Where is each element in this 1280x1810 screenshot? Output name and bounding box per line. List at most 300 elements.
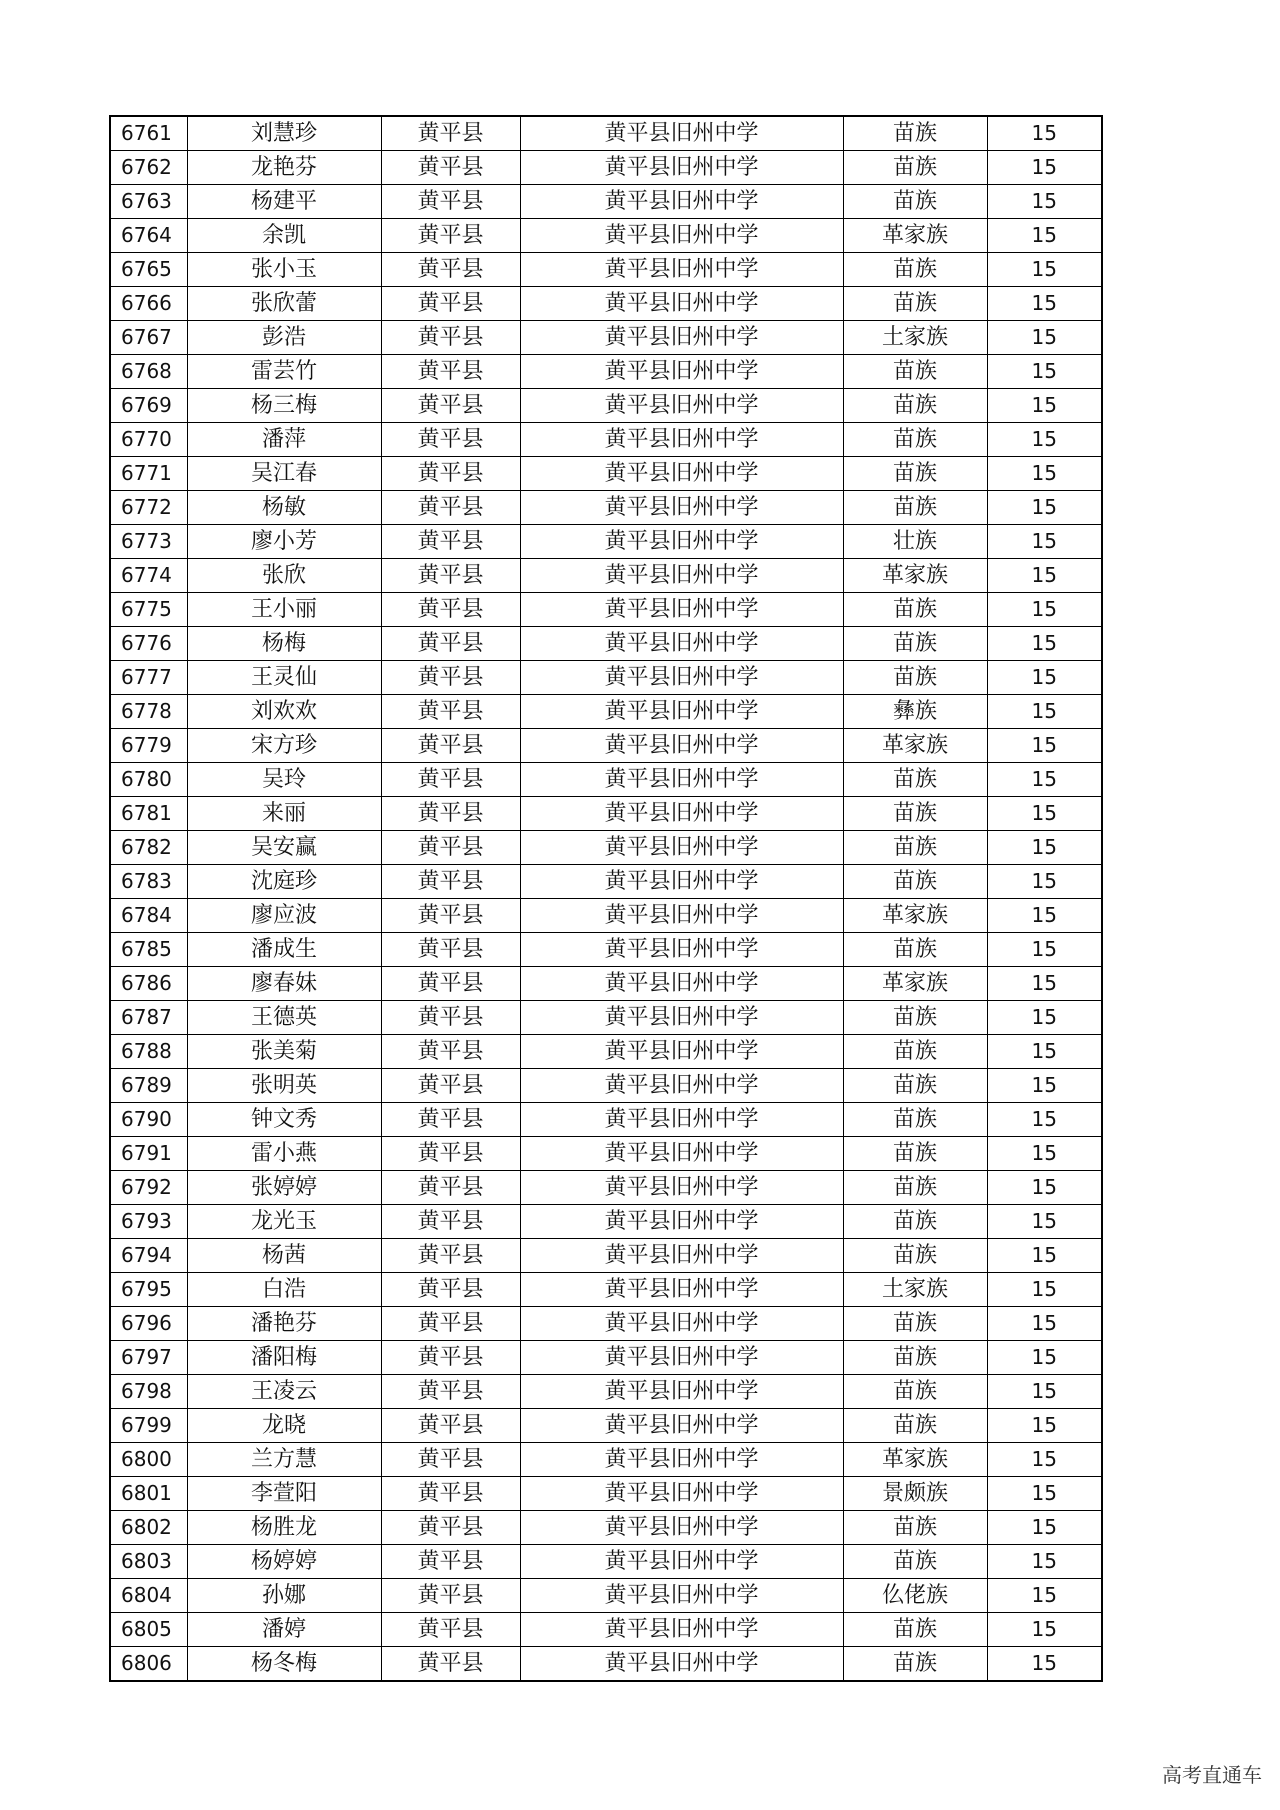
score-cell: 15 bbox=[987, 933, 1102, 967]
score-cell: 15 bbox=[987, 627, 1102, 661]
table-row bbox=[110, 1239, 1102, 1273]
county-cell: 黄平县 bbox=[381, 1069, 520, 1103]
table-row bbox=[110, 219, 1102, 253]
score-cell: 15 bbox=[987, 1103, 1102, 1137]
score-cell: 15 bbox=[987, 1545, 1102, 1579]
county-cell: 黄平县 bbox=[381, 933, 520, 967]
table-row bbox=[110, 253, 1102, 287]
school-cell: 黄平县旧州中学 bbox=[520, 1239, 843, 1273]
county-cell: 黄平县 bbox=[381, 1477, 520, 1511]
table-row bbox=[110, 899, 1102, 933]
student-name-cell: 潘成生 bbox=[187, 933, 381, 967]
table-row bbox=[110, 287, 1102, 321]
row-number-cell: 6800 bbox=[110, 1443, 187, 1477]
student-name-cell: 彭浩 bbox=[187, 321, 381, 355]
county-cell: 黄平县 bbox=[381, 525, 520, 559]
student-name-cell: 孙娜 bbox=[187, 1579, 381, 1613]
ethnicity-cell: 苗族 bbox=[843, 1511, 987, 1545]
row-number-cell: 6784 bbox=[110, 899, 187, 933]
ethnicity-cell: 苗族 bbox=[843, 1035, 987, 1069]
row-number-cell: 6781 bbox=[110, 797, 187, 831]
student-name-cell: 杨敏 bbox=[187, 491, 381, 525]
table-row bbox=[110, 321, 1102, 355]
table-row bbox=[110, 1545, 1102, 1579]
ethnicity-cell: 苗族 bbox=[843, 389, 987, 423]
school-cell: 黄平县旧州中学 bbox=[520, 185, 843, 219]
table-row bbox=[110, 559, 1102, 593]
score-cell: 15 bbox=[987, 321, 1102, 355]
student-name-cell: 宋方珍 bbox=[187, 729, 381, 763]
county-cell: 黄平县 bbox=[381, 1035, 520, 1069]
county-cell: 黄平县 bbox=[381, 1307, 520, 1341]
county-cell: 黄平县 bbox=[381, 1409, 520, 1443]
ethnicity-cell: 彝族 bbox=[843, 695, 987, 729]
row-number-cell: 6802 bbox=[110, 1511, 187, 1545]
student-name-cell: 吴江春 bbox=[187, 457, 381, 491]
row-number-cell: 6775 bbox=[110, 593, 187, 627]
county-cell: 黄平县 bbox=[381, 1511, 520, 1545]
school-cell: 黄平县旧州中学 bbox=[520, 1511, 843, 1545]
row-number-cell: 6799 bbox=[110, 1409, 187, 1443]
school-cell: 黄平县旧州中学 bbox=[520, 797, 843, 831]
score-cell: 15 bbox=[987, 355, 1102, 389]
score-cell: 15 bbox=[987, 695, 1102, 729]
row-number-cell: 6797 bbox=[110, 1341, 187, 1375]
row-number-cell: 6782 bbox=[110, 831, 187, 865]
ethnicity-cell: 苗族 bbox=[843, 423, 987, 457]
student-name-cell: 王小丽 bbox=[187, 593, 381, 627]
row-number-cell: 6803 bbox=[110, 1545, 187, 1579]
student-name-cell: 吴玲 bbox=[187, 763, 381, 797]
school-cell: 黄平县旧州中学 bbox=[520, 219, 843, 253]
county-cell: 黄平县 bbox=[381, 1341, 520, 1375]
student-name-cell: 沈庭珍 bbox=[187, 865, 381, 899]
county-cell: 黄平县 bbox=[381, 1375, 520, 1409]
score-cell: 15 bbox=[987, 559, 1102, 593]
ethnicity-cell: 苗族 bbox=[843, 253, 987, 287]
school-cell: 黄平县旧州中学 bbox=[520, 695, 843, 729]
row-number-cell: 6798 bbox=[110, 1375, 187, 1409]
county-cell: 黄平县 bbox=[381, 1647, 520, 1682]
score-cell: 15 bbox=[987, 1511, 1102, 1545]
student-name-cell: 王凌云 bbox=[187, 1375, 381, 1409]
ethnicity-cell: 苗族 bbox=[843, 1647, 987, 1682]
county-cell: 黄平县 bbox=[381, 627, 520, 661]
score-cell: 15 bbox=[987, 389, 1102, 423]
ethnicity-cell: 革家族 bbox=[843, 219, 987, 253]
score-cell: 15 bbox=[987, 1069, 1102, 1103]
score-cell: 15 bbox=[987, 661, 1102, 695]
student-name-cell: 雷小燕 bbox=[187, 1137, 381, 1171]
ethnicity-cell: 苗族 bbox=[843, 933, 987, 967]
county-cell: 黄平县 bbox=[381, 967, 520, 1001]
ethnicity-cell: 革家族 bbox=[843, 729, 987, 763]
school-cell: 黄平县旧州中学 bbox=[520, 1273, 843, 1307]
county-cell: 黄平县 bbox=[381, 1579, 520, 1613]
school-cell: 黄平县旧州中学 bbox=[520, 491, 843, 525]
score-cell: 15 bbox=[987, 1341, 1102, 1375]
score-cell: 15 bbox=[987, 219, 1102, 253]
school-cell: 黄平县旧州中学 bbox=[520, 1477, 843, 1511]
row-number-cell: 6793 bbox=[110, 1205, 187, 1239]
student-name-cell: 李萱阳 bbox=[187, 1477, 381, 1511]
county-cell: 黄平县 bbox=[381, 116, 520, 151]
student-name-cell: 潘阳梅 bbox=[187, 1341, 381, 1375]
county-cell: 黄平县 bbox=[381, 1001, 520, 1035]
score-cell: 15 bbox=[987, 151, 1102, 185]
school-cell: 黄平县旧州中学 bbox=[520, 1409, 843, 1443]
ethnicity-cell: 苗族 bbox=[843, 1375, 987, 1409]
county-cell: 黄平县 bbox=[381, 831, 520, 865]
school-cell: 黄平县旧州中学 bbox=[520, 1545, 843, 1579]
table-row bbox=[110, 865, 1102, 899]
ethnicity-cell: 苗族 bbox=[843, 185, 987, 219]
ethnicity-cell: 苗族 bbox=[843, 1171, 987, 1205]
county-cell: 黄平县 bbox=[381, 185, 520, 219]
student-name-cell: 龙光玉 bbox=[187, 1205, 381, 1239]
student-name-cell: 张明英 bbox=[187, 1069, 381, 1103]
table-row bbox=[110, 1205, 1102, 1239]
score-cell: 15 bbox=[987, 1409, 1102, 1443]
ethnicity-cell: 苗族 bbox=[843, 1239, 987, 1273]
school-cell: 黄平县旧州中学 bbox=[520, 865, 843, 899]
student-name-cell: 杨茜 bbox=[187, 1239, 381, 1273]
student-name-cell: 王灵仙 bbox=[187, 661, 381, 695]
county-cell: 黄平县 bbox=[381, 355, 520, 389]
row-number-cell: 6761 bbox=[110, 116, 187, 151]
row-number-cell: 6770 bbox=[110, 423, 187, 457]
table-row bbox=[110, 1341, 1102, 1375]
county-cell: 黄平县 bbox=[381, 763, 520, 797]
ethnicity-cell: 苗族 bbox=[843, 151, 987, 185]
county-cell: 黄平县 bbox=[381, 729, 520, 763]
table-row bbox=[110, 389, 1102, 423]
score-cell: 15 bbox=[987, 491, 1102, 525]
row-number-cell: 6783 bbox=[110, 865, 187, 899]
ethnicity-cell: 仫佬族 bbox=[843, 1579, 987, 1613]
school-cell: 黄平县旧州中学 bbox=[520, 1205, 843, 1239]
row-number-cell: 6766 bbox=[110, 287, 187, 321]
ethnicity-cell: 苗族 bbox=[843, 1409, 987, 1443]
row-number-cell: 6804 bbox=[110, 1579, 187, 1613]
row-number-cell: 6774 bbox=[110, 559, 187, 593]
table-row bbox=[110, 525, 1102, 559]
table-row bbox=[110, 933, 1102, 967]
student-name-cell: 白浩 bbox=[187, 1273, 381, 1307]
row-number-cell: 6772 bbox=[110, 491, 187, 525]
ethnicity-cell: 苗族 bbox=[843, 355, 987, 389]
student-name-cell: 张美菊 bbox=[187, 1035, 381, 1069]
score-cell: 15 bbox=[987, 1035, 1102, 1069]
row-number-cell: 6805 bbox=[110, 1613, 187, 1647]
table-row bbox=[110, 729, 1102, 763]
county-cell: 黄平县 bbox=[381, 593, 520, 627]
ethnicity-cell: 革家族 bbox=[843, 1443, 987, 1477]
school-cell: 黄平县旧州中学 bbox=[520, 967, 843, 1001]
ethnicity-cell: 苗族 bbox=[843, 1307, 987, 1341]
school-cell: 黄平县旧州中学 bbox=[520, 389, 843, 423]
row-number-cell: 6768 bbox=[110, 355, 187, 389]
school-cell: 黄平县旧州中学 bbox=[520, 627, 843, 661]
county-cell: 黄平县 bbox=[381, 899, 520, 933]
ethnicity-cell: 苗族 bbox=[843, 1069, 987, 1103]
student-name-cell: 张欣蕾 bbox=[187, 287, 381, 321]
student-name-cell: 廖春妹 bbox=[187, 967, 381, 1001]
score-cell: 15 bbox=[987, 1273, 1102, 1307]
row-number-cell: 6773 bbox=[110, 525, 187, 559]
school-cell: 黄平县旧州中学 bbox=[520, 1035, 843, 1069]
school-cell: 黄平县旧州中学 bbox=[520, 933, 843, 967]
ethnicity-cell: 苗族 bbox=[843, 865, 987, 899]
county-cell: 黄平县 bbox=[381, 1239, 520, 1273]
score-cell: 15 bbox=[987, 1477, 1102, 1511]
school-cell: 黄平县旧州中学 bbox=[520, 1375, 843, 1409]
county-cell: 黄平县 bbox=[381, 1171, 520, 1205]
school-cell: 黄平县旧州中学 bbox=[520, 661, 843, 695]
county-cell: 黄平县 bbox=[381, 1103, 520, 1137]
ethnicity-cell: 苗族 bbox=[843, 1341, 987, 1375]
table-row bbox=[110, 355, 1102, 389]
table-row bbox=[110, 1579, 1102, 1613]
student-name-cell: 张小玉 bbox=[187, 253, 381, 287]
score-cell: 15 bbox=[987, 593, 1102, 627]
county-cell: 黄平县 bbox=[381, 321, 520, 355]
row-number-cell: 6806 bbox=[110, 1647, 187, 1682]
ethnicity-cell: 苗族 bbox=[843, 491, 987, 525]
ethnicity-cell: 革家族 bbox=[843, 899, 987, 933]
student-name-cell: 刘慧珍 bbox=[187, 116, 381, 151]
score-cell: 15 bbox=[987, 1205, 1102, 1239]
county-cell: 黄平县 bbox=[381, 423, 520, 457]
school-cell: 黄平县旧州中学 bbox=[520, 355, 843, 389]
score-cell: 15 bbox=[987, 831, 1102, 865]
score-cell: 15 bbox=[987, 899, 1102, 933]
row-number-cell: 6801 bbox=[110, 1477, 187, 1511]
score-cell: 15 bbox=[987, 1443, 1102, 1477]
table-row bbox=[110, 1137, 1102, 1171]
table-row bbox=[110, 423, 1102, 457]
county-cell: 黄平县 bbox=[381, 865, 520, 899]
county-cell: 黄平县 bbox=[381, 1443, 520, 1477]
score-cell: 15 bbox=[987, 1613, 1102, 1647]
score-cell: 15 bbox=[987, 1375, 1102, 1409]
school-cell: 黄平县旧州中学 bbox=[520, 729, 843, 763]
table-row bbox=[110, 1171, 1102, 1205]
score-cell: 15 bbox=[987, 423, 1102, 457]
student-name-cell: 来丽 bbox=[187, 797, 381, 831]
school-cell: 黄平县旧州中学 bbox=[520, 1103, 843, 1137]
school-cell: 黄平县旧州中学 bbox=[520, 593, 843, 627]
table-row bbox=[110, 1409, 1102, 1443]
ethnicity-cell: 苗族 bbox=[843, 1613, 987, 1647]
row-number-cell: 6771 bbox=[110, 457, 187, 491]
row-number-cell: 6767 bbox=[110, 321, 187, 355]
school-cell: 黄平县旧州中学 bbox=[520, 457, 843, 491]
school-cell: 黄平县旧州中学 bbox=[520, 287, 843, 321]
table-row bbox=[110, 627, 1102, 661]
ethnicity-cell: 苗族 bbox=[843, 1103, 987, 1137]
student-name-cell: 兰方慧 bbox=[187, 1443, 381, 1477]
table-row bbox=[110, 1613, 1102, 1647]
table-row bbox=[110, 661, 1102, 695]
table-body bbox=[110, 116, 1102, 1681]
table-row bbox=[110, 695, 1102, 729]
score-cell: 15 bbox=[987, 1171, 1102, 1205]
table-row bbox=[110, 491, 1102, 525]
student-name-cell: 廖小芳 bbox=[187, 525, 381, 559]
county-cell: 黄平县 bbox=[381, 219, 520, 253]
county-cell: 黄平县 bbox=[381, 287, 520, 321]
student-name-cell: 王德英 bbox=[187, 1001, 381, 1035]
county-cell: 黄平县 bbox=[381, 695, 520, 729]
ethnicity-cell: 苗族 bbox=[843, 1001, 987, 1035]
school-cell: 黄平县旧州中学 bbox=[520, 1647, 843, 1682]
ethnicity-cell: 苗族 bbox=[843, 116, 987, 151]
school-cell: 黄平县旧州中学 bbox=[520, 321, 843, 355]
row-number-cell: 6787 bbox=[110, 1001, 187, 1035]
row-number-cell: 6777 bbox=[110, 661, 187, 695]
row-number-cell: 6791 bbox=[110, 1137, 187, 1171]
ethnicity-cell: 苗族 bbox=[843, 627, 987, 661]
score-cell: 15 bbox=[987, 253, 1102, 287]
row-number-cell: 6765 bbox=[110, 253, 187, 287]
student-name-cell: 杨建平 bbox=[187, 185, 381, 219]
student-name-cell: 龙艳芬 bbox=[187, 151, 381, 185]
school-cell: 黄平县旧州中学 bbox=[520, 116, 843, 151]
score-cell: 15 bbox=[987, 1579, 1102, 1613]
table-row bbox=[110, 457, 1102, 491]
score-cell: 15 bbox=[987, 763, 1102, 797]
score-cell: 15 bbox=[987, 116, 1102, 151]
score-cell: 15 bbox=[987, 1137, 1102, 1171]
table-row bbox=[110, 1103, 1102, 1137]
ethnicity-cell: 苗族 bbox=[843, 831, 987, 865]
table-row bbox=[110, 1307, 1102, 1341]
table-row bbox=[110, 593, 1102, 627]
row-number-cell: 6764 bbox=[110, 219, 187, 253]
table-row bbox=[110, 1375, 1102, 1409]
county-cell: 黄平县 bbox=[381, 457, 520, 491]
score-cell: 15 bbox=[987, 525, 1102, 559]
student-name-cell: 余凯 bbox=[187, 219, 381, 253]
county-cell: 黄平县 bbox=[381, 491, 520, 525]
student-name-cell: 雷芸竹 bbox=[187, 355, 381, 389]
table-row bbox=[110, 797, 1102, 831]
school-cell: 黄平县旧州中学 bbox=[520, 1137, 843, 1171]
row-number-cell: 6790 bbox=[110, 1103, 187, 1137]
student-name-cell: 龙晓 bbox=[187, 1409, 381, 1443]
ethnicity-cell: 苗族 bbox=[843, 797, 987, 831]
row-number-cell: 6785 bbox=[110, 933, 187, 967]
school-cell: 黄平县旧州中学 bbox=[520, 899, 843, 933]
school-cell: 黄平县旧州中学 bbox=[520, 763, 843, 797]
student-name-cell: 潘婷 bbox=[187, 1613, 381, 1647]
table-row bbox=[110, 967, 1102, 1001]
student-list-table bbox=[109, 115, 1103, 1682]
county-cell: 黄平县 bbox=[381, 661, 520, 695]
school-cell: 黄平县旧州中学 bbox=[520, 151, 843, 185]
row-number-cell: 6763 bbox=[110, 185, 187, 219]
table-row bbox=[110, 151, 1102, 185]
school-cell: 黄平县旧州中学 bbox=[520, 1579, 843, 1613]
table-row bbox=[110, 1647, 1102, 1682]
score-cell: 15 bbox=[987, 1647, 1102, 1682]
county-cell: 黄平县 bbox=[381, 797, 520, 831]
row-number-cell: 6769 bbox=[110, 389, 187, 423]
ethnicity-cell: 苗族 bbox=[843, 1545, 987, 1579]
student-name-cell: 杨冬梅 bbox=[187, 1647, 381, 1682]
student-name-cell: 张欣 bbox=[187, 559, 381, 593]
score-cell: 15 bbox=[987, 185, 1102, 219]
table-row bbox=[110, 1035, 1102, 1069]
table-row bbox=[110, 1477, 1102, 1511]
student-name-cell: 杨胜龙 bbox=[187, 1511, 381, 1545]
score-cell: 15 bbox=[987, 1239, 1102, 1273]
county-cell: 黄平县 bbox=[381, 253, 520, 287]
county-cell: 黄平县 bbox=[381, 389, 520, 423]
score-cell: 15 bbox=[987, 865, 1102, 899]
student-name-cell: 杨梅 bbox=[187, 627, 381, 661]
table-row bbox=[110, 116, 1102, 151]
county-cell: 黄平县 bbox=[381, 1545, 520, 1579]
score-cell: 15 bbox=[987, 797, 1102, 831]
ethnicity-cell: 革家族 bbox=[843, 967, 987, 1001]
school-cell: 黄平县旧州中学 bbox=[520, 423, 843, 457]
table-row bbox=[110, 831, 1102, 865]
school-cell: 黄平县旧州中学 bbox=[520, 525, 843, 559]
ethnicity-cell: 土家族 bbox=[843, 321, 987, 355]
ethnicity-cell: 革家族 bbox=[843, 559, 987, 593]
score-cell: 15 bbox=[987, 729, 1102, 763]
table-row bbox=[110, 1443, 1102, 1477]
county-cell: 黄平县 bbox=[381, 1205, 520, 1239]
row-number-cell: 6776 bbox=[110, 627, 187, 661]
row-number-cell: 6762 bbox=[110, 151, 187, 185]
school-cell: 黄平县旧州中学 bbox=[520, 831, 843, 865]
county-cell: 黄平县 bbox=[381, 559, 520, 593]
school-cell: 黄平县旧州中学 bbox=[520, 1443, 843, 1477]
county-cell: 黄平县 bbox=[381, 1613, 520, 1647]
student-name-cell: 吴安赢 bbox=[187, 831, 381, 865]
school-cell: 黄平县旧州中学 bbox=[520, 1341, 843, 1375]
table-row bbox=[110, 1001, 1102, 1035]
school-cell: 黄平县旧州中学 bbox=[520, 253, 843, 287]
table-row bbox=[110, 1273, 1102, 1307]
row-number-cell: 6779 bbox=[110, 729, 187, 763]
watermark-text: 高考直通车 bbox=[1162, 1763, 1262, 1787]
table-row bbox=[110, 763, 1102, 797]
ethnicity-cell: 苗族 bbox=[843, 287, 987, 321]
ethnicity-cell: 苗族 bbox=[843, 1205, 987, 1239]
school-cell: 黄平县旧州中学 bbox=[520, 559, 843, 593]
student-name-cell: 潘艳芬 bbox=[187, 1307, 381, 1341]
county-cell: 黄平县 bbox=[381, 1273, 520, 1307]
school-cell: 黄平县旧州中学 bbox=[520, 1069, 843, 1103]
row-number-cell: 6795 bbox=[110, 1273, 187, 1307]
table-row bbox=[110, 1511, 1102, 1545]
ethnicity-cell: 苗族 bbox=[843, 763, 987, 797]
ethnicity-cell: 土家族 bbox=[843, 1273, 987, 1307]
score-cell: 15 bbox=[987, 287, 1102, 321]
row-number-cell: 6786 bbox=[110, 967, 187, 1001]
student-name-cell: 杨婷婷 bbox=[187, 1545, 381, 1579]
row-number-cell: 6794 bbox=[110, 1239, 187, 1273]
ethnicity-cell: 景颇族 bbox=[843, 1477, 987, 1511]
table-row bbox=[110, 185, 1102, 219]
ethnicity-cell: 苗族 bbox=[843, 661, 987, 695]
row-number-cell: 6789 bbox=[110, 1069, 187, 1103]
ethnicity-cell: 苗族 bbox=[843, 457, 987, 491]
